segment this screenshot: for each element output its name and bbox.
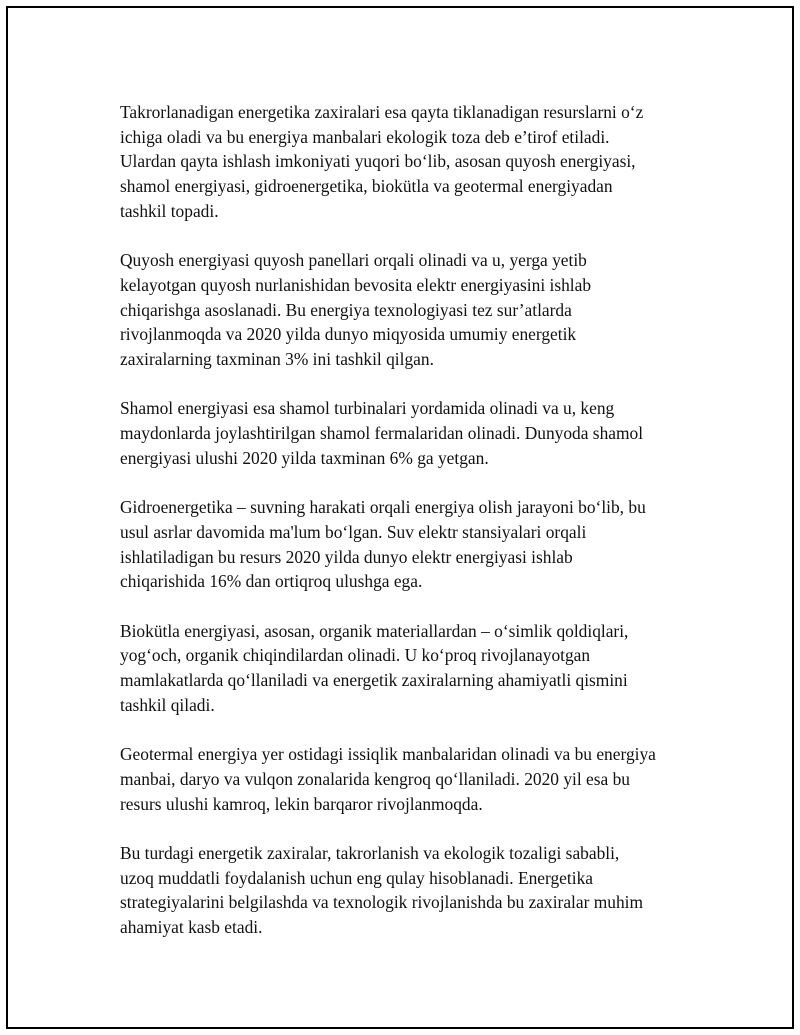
paragraph-conclusion bbox=[120, 841, 704, 940]
paragraph-renewable-intro bbox=[120, 100, 704, 224]
text-line: ichiga oladi va bu energiya manbalari ekologik toza deb e’tirof etiladi. bbox=[120, 126, 610, 147]
text-line: Bu turdagi energetik zaxiralar, takrorlanish va ekologik tozaligi sababli, bbox=[120, 843, 620, 863]
text-line: Ulardan qayta ishlash imkoniyati yuqori bo‘lib, asosan quyosh energiyasi, bbox=[120, 151, 636, 172]
document-body bbox=[120, 100, 704, 965]
text-line: Gidroenergetika – suvning harakati orqali energiya olish jarayoni bo‘lib, bu bbox=[120, 497, 646, 518]
paragraph-solar bbox=[120, 248, 704, 372]
text-line: uzoq muddatli foydalanish uchun eng qulay hisoblanadi. Energetika bbox=[120, 867, 593, 888]
text-line: ishlatiladigan bu resurs 2020 yilda dunyo elektr energiyasi ishlab bbox=[120, 546, 573, 567]
paragraph-geothermal bbox=[120, 742, 704, 816]
text-line: energiyasi ulushi 2020 yilda taxminan 6% ga yetgan. bbox=[120, 447, 489, 468]
text-line: yog‘och, organik chiqindilardan olinadi. U ko‘proq rivojlanayotgan bbox=[120, 645, 591, 666]
text-line: chiqarishida 16% dan ortiqroq ulushga ega. bbox=[120, 571, 423, 592]
paragraph-biomass bbox=[120, 619, 704, 718]
text-line: maydonlarda joylashtirilgan shamol fermalaridan olinadi. Dunyoda shamol bbox=[120, 423, 644, 444]
text-line: usul asrlar davomida ma'lum bo‘lgan. Suv elektr stansiyalari orqali bbox=[120, 521, 587, 542]
text-line: Shamol energiyasi esa shamol turbinalari yordamida olinadi va u, keng bbox=[120, 398, 615, 419]
text-line: strategiyalarini belgilashda va texnologik rivojlanishda bu zaxiralar muhim bbox=[120, 892, 644, 913]
paragraph-hydro bbox=[120, 495, 704, 594]
text-line: Takrorlanadigan energetika zaxiralari esa qayta tiklanadigan resurslarni o‘z bbox=[120, 102, 644, 122]
page-frame bbox=[6, 6, 794, 1029]
text-line: Biokütla energiyasi, asosan, organik materiallardan – o‘simlik qoldiqlari, bbox=[120, 620, 629, 641]
text-line: Quyosh energiyasi quyosh panellari orqali olinadi va u, yerga yetib bbox=[120, 250, 587, 271]
paragraph-wind bbox=[120, 396, 704, 470]
text-line: mamlakatlarda qo‘llaniladi va energetik zaxiralarning ahamiyatli qismini bbox=[120, 670, 628, 691]
text-line: shamol energiyasi, gidroenergetika, biokütla va geotermal energiyadan bbox=[120, 176, 613, 197]
text-line: tashkil qiladi. bbox=[120, 694, 215, 715]
text-line: ahamiyat kasb etadi. bbox=[120, 917, 263, 938]
text-line: Geotermal energiya yer ostidagi issiqlik manbalaridan olinadi va bu energiya bbox=[120, 744, 656, 765]
text-line: resurs ulushi kamroq, lekin barqaror rivojlanmoqda. bbox=[120, 793, 483, 814]
text-line: manbai, daryo va vulqon zonalarida kengroq qo‘llaniladi. 2020 yil esa bu bbox=[120, 768, 630, 789]
text-line: zaxiralarning taxminan 3% ini tashkil qilgan. bbox=[120, 349, 434, 370]
text-line: rivojlanmoqda va 2020 yilda dunyo miqyosida umumiy energetik bbox=[120, 324, 577, 345]
text-line: kelayotgan quyosh nurlanishidan bevosita elektr energiyasini ishlab bbox=[120, 274, 592, 295]
text-line: chiqarishga asoslanadi. Bu energiya texnologiyasi tez sur’atlarda bbox=[120, 299, 572, 320]
text-line: tashkil topadi. bbox=[120, 200, 219, 221]
